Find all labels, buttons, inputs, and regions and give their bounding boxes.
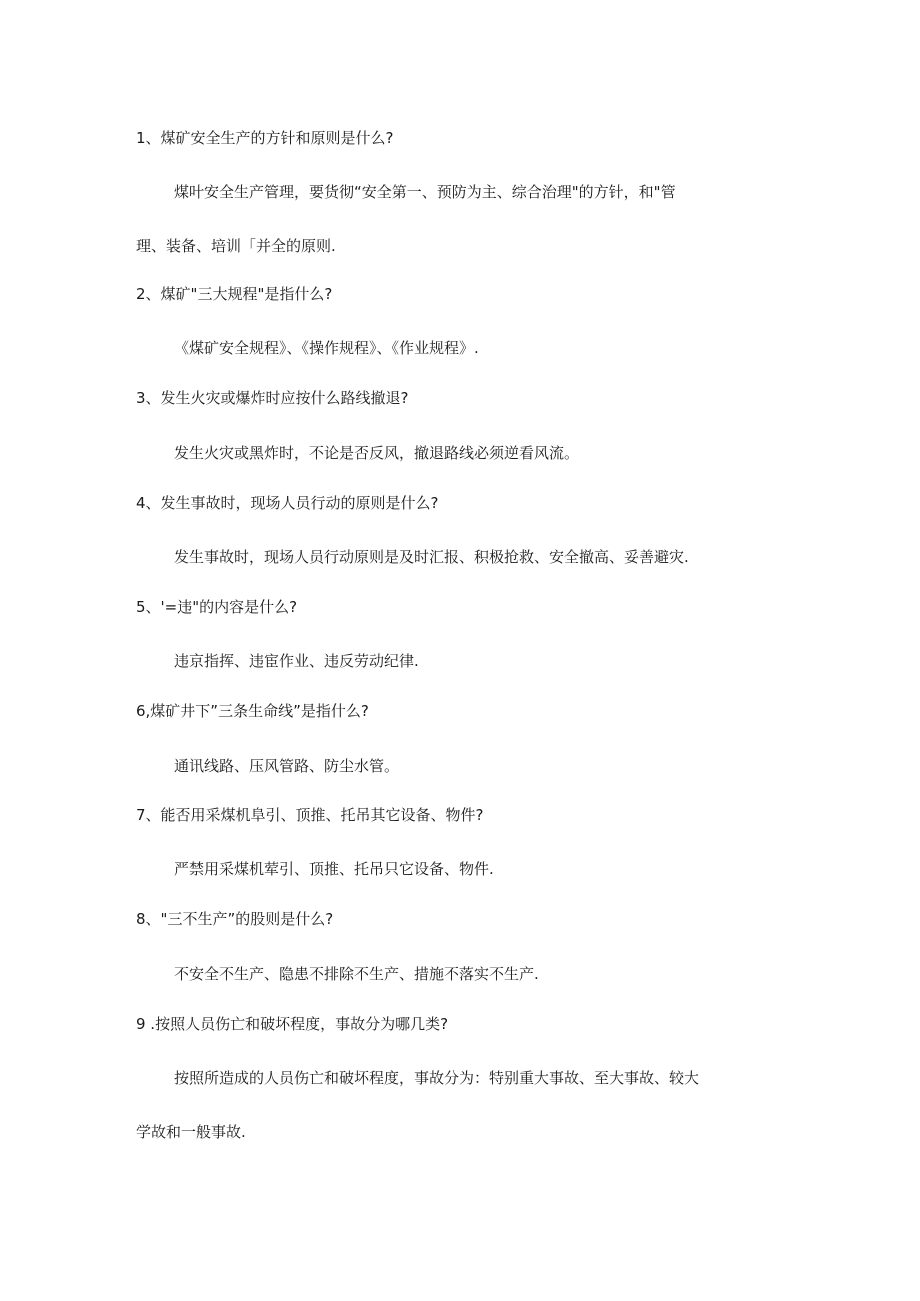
- answer-2: 《煤矿安全规程》、《操作规程》、《作业规程》.: [174, 339, 479, 357]
- answer-1-line-2: 理、装备、培训「并全的原则.: [136, 237, 336, 255]
- answer-3: 发生火灾或黑炸时，不论是否反风，撤退路线必须逆看风流。: [174, 444, 580, 462]
- answer-9-line-1: 按照所造成的人员伤亡和破坏程度，事故分为：特别重大事故、至大事故、较大: [174, 1069, 700, 1087]
- question-5: 5、'=违"的内容是什么?: [136, 598, 298, 616]
- question-3: 3、发生火灾或爆炸时应按什么路线撤退?: [136, 389, 409, 407]
- answer-1-line-1: 煤叶安全生产管理，要货彻“安全第一、预防为主、综合治理"的方针，和"管: [174, 183, 676, 201]
- question-7: 7、能否用采煤机阜引、顶推、托吊其它设备、物件?: [136, 806, 484, 824]
- answer-5: 违京指挥、违宦作业、违反劳动纪律.: [174, 652, 419, 670]
- question-9: 9 .按照人员伤亡和破坏程度，事故分为哪几类?: [136, 1015, 449, 1033]
- question-4: 4、发生事故时，现场人员行动的原则是什么?: [136, 494, 439, 512]
- answer-7: 严禁用采煤机荤引、顶推、托吊只它设备、物件.: [174, 860, 494, 878]
- question-2: 2、煤矿"三大规程"是指什么?: [136, 285, 333, 303]
- answer-8: 不安全不生产、隐患不排除不生产、措施不落实不生产.: [174, 965, 539, 983]
- answer-6: 通讯线路、压风管路、防尘水管。: [174, 757, 400, 775]
- question-8: 8、"三不生产”的股则是什么?: [136, 910, 334, 928]
- question-1: 1、煤矿安全生产的方针和原则是什么?: [136, 129, 394, 147]
- question-6: 6,煤矿井下”三条生命线”是指什么?: [136, 702, 369, 720]
- answer-9-line-2: 学故和一般事故.: [136, 1123, 246, 1141]
- answer-4: 发生事故时，现场人员行动原则是及时汇报、积极抢救、安全撤高、妥善避灾.: [174, 548, 689, 566]
